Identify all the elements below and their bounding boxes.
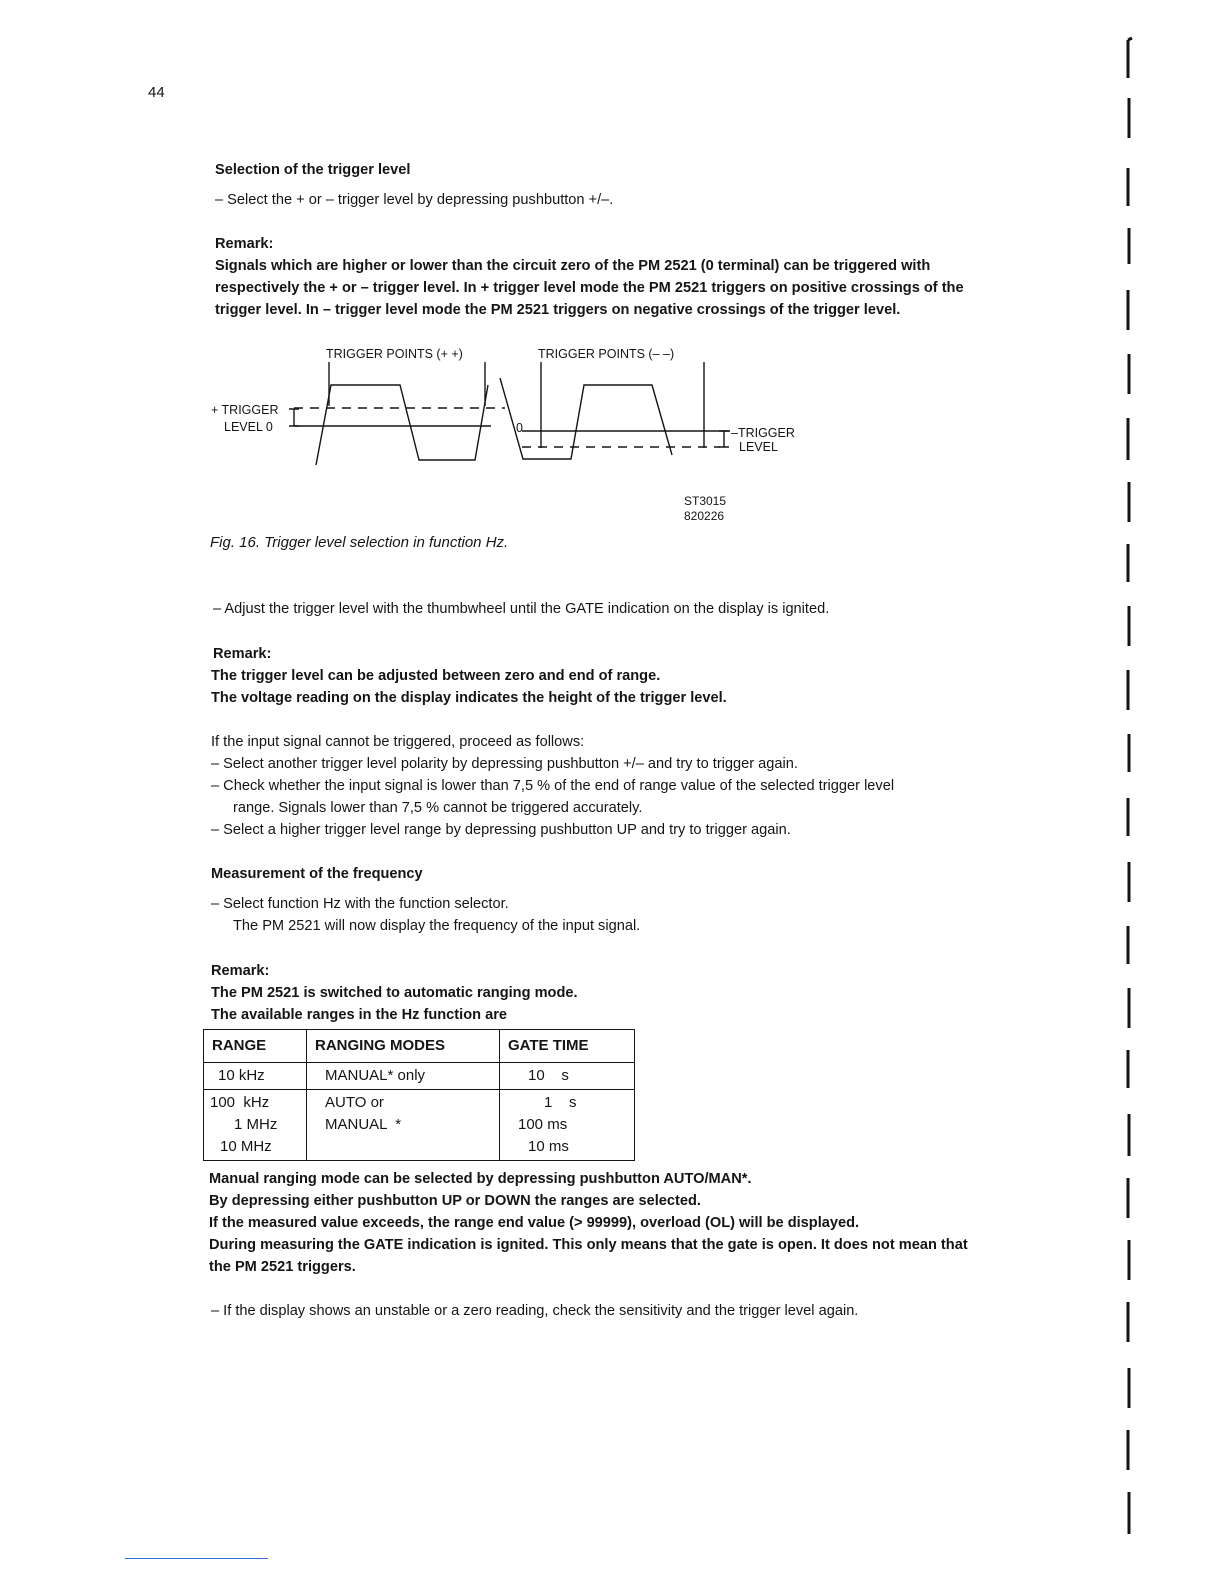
header-gate-time: GATE TIME bbox=[500, 1030, 635, 1063]
remark-line: The trigger level can be adjusted between zero and end of range. bbox=[211, 668, 661, 684]
figure-code-date: 820226 bbox=[684, 509, 725, 523]
section-heading-frequency: Measurement of the frequency bbox=[211, 866, 423, 882]
remark-line: respectively the + or – trigger level. In + trigger level mode the PM 2521 triggers on positive crossings of the bbox=[215, 280, 964, 296]
header-range: RANGE bbox=[204, 1030, 307, 1063]
cell-gates bbox=[500, 1090, 635, 1161]
label-minus-trigger: –TRIGGER bbox=[731, 426, 795, 440]
figure-code-st: ST3015 bbox=[684, 494, 727, 508]
hz-ranges-table bbox=[203, 1029, 635, 1161]
remark-label: Remark: bbox=[211, 963, 270, 979]
step-adjust-trigger-level: – Adjust the trigger level with the thumbwheel until the GATE indication on the display is ignited. bbox=[213, 601, 830, 617]
right-level-bracket bbox=[719, 431, 729, 447]
remark-line: Signals which are higher or lower than the circuit zero of the PM 2521 (0 terminal) can be triggered with bbox=[215, 258, 931, 274]
step-display-frequency: The PM 2521 will now display the frequency of the input signal. bbox=[233, 918, 641, 934]
step-check-sensitivity: – If the display shows an unstable or a zero reading, check the sensitivity and the trigger level again. bbox=[211, 1303, 859, 1319]
page-number: 44 bbox=[148, 84, 165, 101]
proceed-step: – Check whether the input signal is lower than 7,5 % of the end of range value of the selected trigger level bbox=[211, 778, 895, 794]
range-value: 1 MHz bbox=[234, 1116, 278, 1133]
footer-rule bbox=[125, 1558, 268, 1559]
table-row bbox=[204, 1063, 635, 1090]
section-heading-trigger-level: Selection of the trigger level bbox=[215, 162, 411, 178]
table-header-row bbox=[204, 1030, 635, 1063]
cell-range: 10 kHz bbox=[204, 1063, 307, 1090]
note-line: the PM 2521 triggers. bbox=[209, 1259, 356, 1275]
cell-modes bbox=[307, 1090, 500, 1161]
figure-caption: Fig. 16. Trigger level selection in function Hz. bbox=[210, 534, 509, 551]
mode-value: AUTO or bbox=[325, 1094, 384, 1111]
label-level-zero-left: LEVEL 0 bbox=[224, 420, 273, 434]
left-level-bracket bbox=[289, 409, 299, 426]
header-ranging-modes: RANGING MODES bbox=[307, 1030, 500, 1063]
proceed-step: – Select another trigger level polarity by depressing pushbutton +/– and try to trigger again. bbox=[211, 756, 798, 772]
proceed-step-continued: range. Signals lower than 7,5 % cannot be triggered accurately. bbox=[233, 800, 643, 816]
gate-value: 1 s bbox=[544, 1094, 577, 1111]
trigger-level-figure bbox=[200, 330, 820, 480]
gate-value: 10 ms bbox=[528, 1138, 569, 1155]
cell-mode: MANUAL* only bbox=[307, 1063, 500, 1090]
step-select-trigger-level: – Select the + or – trigger level by depressing pushbutton +/–. bbox=[215, 192, 614, 208]
label-trigger-points-positive: TRIGGER POINTS (+ +) bbox=[326, 347, 463, 361]
binding-edge-marks bbox=[1120, 30, 1160, 1570]
proceed-step: – Select a higher trigger level range by depressing pushbutton UP and try to trigger again. bbox=[211, 822, 791, 838]
range-value: 10 MHz bbox=[220, 1138, 272, 1155]
remark-line: The available ranges in the Hz function are bbox=[211, 1007, 508, 1023]
note-line: Manual ranging mode can be selected by depressing pushbutton AUTO/MAN*. bbox=[209, 1171, 752, 1187]
note-line: By depressing either pushbutton UP or DOWN the ranges are selected. bbox=[209, 1193, 701, 1209]
table-row bbox=[204, 1090, 635, 1161]
left-waveform bbox=[316, 385, 488, 465]
label-plus-trigger: + TRIGGER bbox=[211, 403, 279, 417]
remark-line: The PM 2521 is switched to automatic ranging mode. bbox=[211, 985, 578, 1001]
remark-label: Remark: bbox=[215, 236, 274, 252]
gate-value: 100 ms bbox=[518, 1116, 568, 1133]
label-zero-right: 0 bbox=[516, 421, 523, 435]
cell-gate: 10 s bbox=[500, 1063, 635, 1090]
range-value: 100 kHz bbox=[210, 1094, 270, 1111]
step-select-function-hz: – Select function Hz with the function selector. bbox=[211, 896, 509, 912]
note-line: If the measured value exceeds, the range end value (> 99999), overload (OL) will be displayed. bbox=[209, 1215, 860, 1231]
proceed-intro: If the input signal cannot be triggered, proceed as follows: bbox=[211, 734, 585, 750]
remark-line: The voltage reading on the display indicates the height of the trigger level. bbox=[211, 690, 727, 706]
mode-value: MANUAL * bbox=[325, 1116, 402, 1133]
label-level-right: LEVEL bbox=[739, 440, 778, 454]
remark-line: trigger level. In – trigger level mode the PM 2521 triggers on negative crossings of the trigger level. bbox=[215, 302, 901, 318]
note-line: During measuring the GATE indication is ignited. This only means that the gate is open. It does not mean that bbox=[209, 1237, 968, 1253]
cell-ranges bbox=[204, 1090, 307, 1161]
remark-label: Remark: bbox=[213, 646, 272, 662]
label-trigger-points-negative: TRIGGER POINTS (– –) bbox=[538, 347, 675, 361]
